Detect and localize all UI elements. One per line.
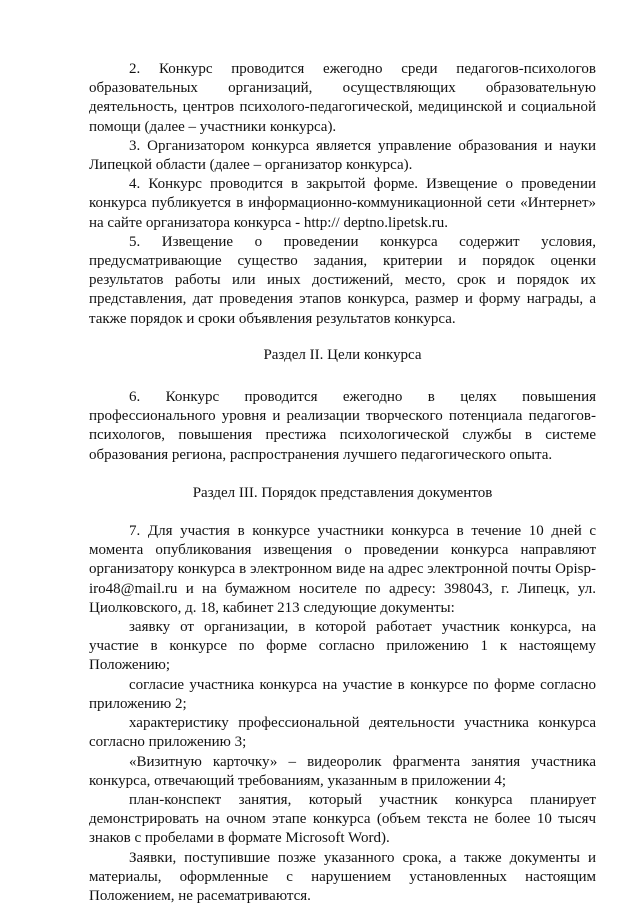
document-item-consent: согласие участника конкурса на участие в конкурсе по форме согласно приложению 2;: [89, 676, 596, 712]
document-item-lesson-plan: план-конспект занятия, который участник конкурса планирует демонстрировать на очном этапе конкурса (объем текста не более 10 тысяч знаков с пробелами в формате Microsoft Word).: [89, 791, 596, 847]
paragraph-2: 2. Конкурс проводится ежегодно среди педагогов-психологов образовательных организаций, осуществляющих образовательную деятельность, центров психолого-педагогической, медицинской и социальной помощи (далее – участники конкурса).: [89, 61, 596, 135]
paragraph-4: 4. Конкурс проводится в закрытой форме. Извещение о проведении конкурса публикуется в информационно-коммуникационной сети «Интернет» на сайте организатора конкурса - http:// deptno.lipetsk.ru.: [89, 176, 596, 231]
paragraph-late-submissions: Заявки, поступившие позже указанного срока, а также документы и материалы, оформленные с нарушением установленных настоящим Положением, не расематриваются.: [89, 849, 596, 904]
document-item-business-card: «Визитную карточку» – видеоролик фрагмента занятия участника конкурса, отвечающий требованиям, указанным в приложении 4;: [89, 753, 596, 789]
paragraph-6: 6. Конкурс проводится ежегодно в целях повышения профессионального уровня и реализации творческого потенциала педагогов-психологов, повышения престижа психологической службы в системе образования региона, распространения лучшего педагогического опыта.: [89, 389, 596, 463]
paragraph-7: 7. Для участия в конкурсе участники конкурса в течение 10 дней с момента опубликования извещения о проведении конкурса направляют организатору конкурса в электронном виде на адрес электронной почты Opisp-iro48@mail.ru и на бумажном носителе по адресу: 398043, г. Липецк, ул. Циолковского, д. 18, кабинет 213 следующие документы:: [89, 523, 596, 616]
document-item-characteristic: характеристику профессиональной деятельности участника конкурса согласно приложению 3;: [89, 715, 596, 751]
section-heading-documents: Раздел III. Порядок представления документов: [192, 484, 493, 501]
section-heading-goals: Раздел II. Цели конкурса: [263, 346, 422, 363]
paragraph-3: 3. Организатором конкурса является управление образования и науки Липецкой области (далее – организатор конкурса).: [89, 137, 596, 174]
paragraph-5: 5. Извещение о проведении конкурса содержит условия, предусматривающие существо задания, критерии и порядок оценки результатов работы или иных достижений, место, срок и порядок их представления, дат проведения этапов конкурса, размер и форму награды, а также порядок и сроки объявления результатов конкурса.: [89, 233, 596, 327]
document-item-application: заявку от организации, в которой работает участник конкурса, на участие в конкурсе по форме согласно приложению 1 к настоящему Положению;: [89, 619, 596, 674]
